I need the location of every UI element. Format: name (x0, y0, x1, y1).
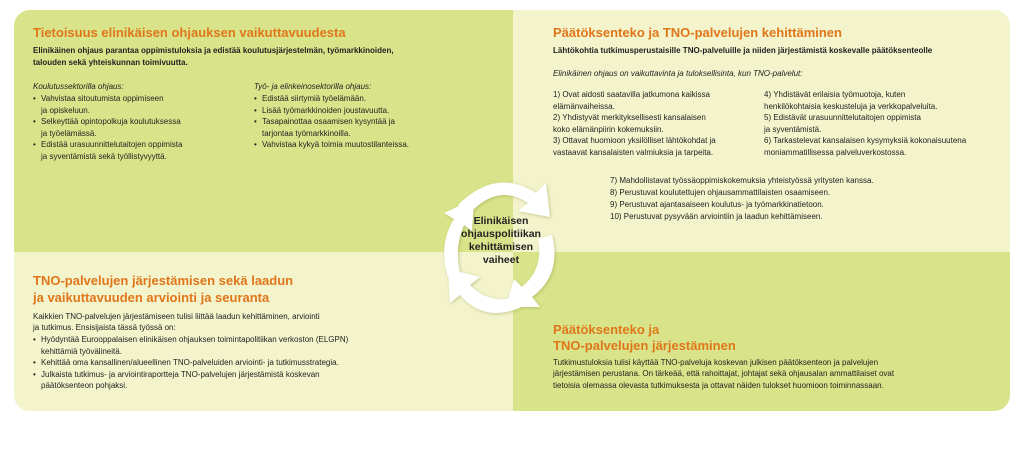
decision-development-intro: Lähtökohtia tutkimusperustaisille TNO-palveluille ja niiden järjestämistä koskevalle päätöksenteolle (553, 46, 933, 55)
list-item: • Lisää työmarkkinoiden joustavuutta. (254, 105, 474, 117)
decision-organising-title-line-2: TNO-palvelujen järjestäminen (553, 338, 736, 353)
list-item: • Julkaista tutkimus- ja arviointiraportteja TNO-palvelujen järjestämistä koskevan päätöksenteon pohjaksi. (33, 369, 413, 392)
decision-organising-text-line-3: tietoisia olemassa olevasta tutkimuksesta ja ottavat näiden tulokset huomioon toiminnassaan. (553, 381, 884, 390)
employment-heading: Työ- ja elinkeinosektorilla ohjaus: (254, 82, 372, 91)
list-item: • Edistää siirtymiä työelämään. (254, 93, 474, 105)
evaluation-list (33, 334, 413, 392)
decision-organising-title-line-1: Päätöksenteko ja (553, 322, 660, 337)
evaluation-intro-line-1: Kaikkien TNO-palvelujen järjestämiseen tulisi liittää laadun kehittäminen, arviointi (33, 312, 320, 321)
employment-list (254, 93, 474, 151)
list-item: • Kehittää oma kansallinen/alueellinen TNO-palveluiden arviointi- ja tutkimusstrategia. (33, 357, 413, 369)
list-item: • Vahvistaa sitoutumista oppimiseen ja opiskeluun. (33, 93, 233, 116)
awareness-intro-line-2: talouden sekä yhteiskunnan toimivuutta. (33, 58, 188, 67)
list-item: • Selkeyttää opintopolkuja koulutuksessa ja työelämässä. (33, 116, 233, 139)
criterion-4: 4) Yhdistävät erilaisia työmuotoja, kuten henkilökohtaisia keskusteluja ja verkkopalveluita. (764, 90, 938, 111)
criterion-5: 5) Edistävät urasuunnittelutaitojen oppimista ja syventämistä. (764, 113, 921, 134)
list-item: • Edistää urasuunnittelutaitojen oppimista ja syventämistä sekä työllistyvyyttä. (33, 139, 233, 162)
awareness-title: Tietoisuus elinikäisen ohjauksen vaikuttavuudesta (33, 25, 346, 40)
criterion-1: 1) Ovat aidosti saatavilla jatkumona kaikissa elämänvaiheissa. (553, 90, 710, 111)
criterion-3: 3) Ottavat huomioon yksilölliset lähtökohdat ja vastaavat kansalaisten valmiuksia ja tarpeita. (553, 136, 716, 157)
evaluation-title-line-2: ja vaikuttavuuden arviointi ja seuranta (33, 290, 270, 305)
criterion-2: 2) Yhdistyvät merkityksellisesti kansalaisen koko elämänpiirin kokemuksiin. (553, 113, 706, 134)
evaluation-title-line-1: TNO-palvelujen järjestämisen sekä laadun (33, 273, 294, 288)
education-list (33, 93, 233, 162)
criterion-7: 7) Mahdollistavat työssäoppimiskokemuksia yhteistyössä yritysten kanssa. (610, 176, 874, 185)
education-heading: Koulutussektorilla ohjaus: (33, 82, 124, 91)
decision-organising-text-line-1: Tutkimustuloksia tulisi käyttää TNO-palveluja koskevan julkisen päätöksenteon ja palvelujen (553, 358, 879, 367)
criterion-10: 10) Perustuvat pysyvään arviointiin ja laadun kehittämiseen. (610, 212, 823, 221)
cycle-center-label: Elinikäisen ohjauspolitiikan kehittämisen vaiheet (461, 215, 541, 266)
list-item: • Tasapainottaa osaamisen kysyntää ja tarjontaa työmarkkinoilla. (254, 116, 474, 139)
list-item: • Vahvistaa kykyä toimia muutostilanteissa. (254, 139, 474, 151)
criterion-8: 8) Perustuvat koulutettujen ohjausammattilaisten osaamiseen. (610, 188, 831, 197)
decision-development-title: Päätöksenteko ja TNO-palvelujen kehittäminen (553, 25, 842, 40)
list-item: • Hyödyntää Eurooppalaisen elinikäisen ohjauksen toimintapolitiikan verkoston (ELGPN) kehittämiä työvälineitä. (33, 334, 413, 357)
criterion-9: 9) Perustuvat ajantasaiseen koulutus- ja työmarkkinatietoon. (610, 200, 824, 209)
decision-organising-text-line-2: järjestämisen perustana. On tärkeää, että rahoittajat, johtajat sekä ohjausalan ammattilaiset ovat (553, 369, 895, 378)
criterion-6: 6) Tarkastelevat kansalaisen kysymyksiä kokonaisuutena moniammatillisessa palveluverkostossa. (764, 136, 967, 157)
evaluation-intro-line-2: ja tutkimus. Ensisijaista tässä työssä on: (33, 323, 176, 332)
decision-development-lead: Elinikäinen ohjaus on vaikuttavinta ja tuloksellisinta, kun TNO-palvelut: (553, 69, 803, 78)
awareness-intro-line-1: Elinikäinen ohjaus parantaa oppimistuloksia ja edistää koulutusjärjestelmän, työmarkkinoiden, (33, 46, 394, 55)
